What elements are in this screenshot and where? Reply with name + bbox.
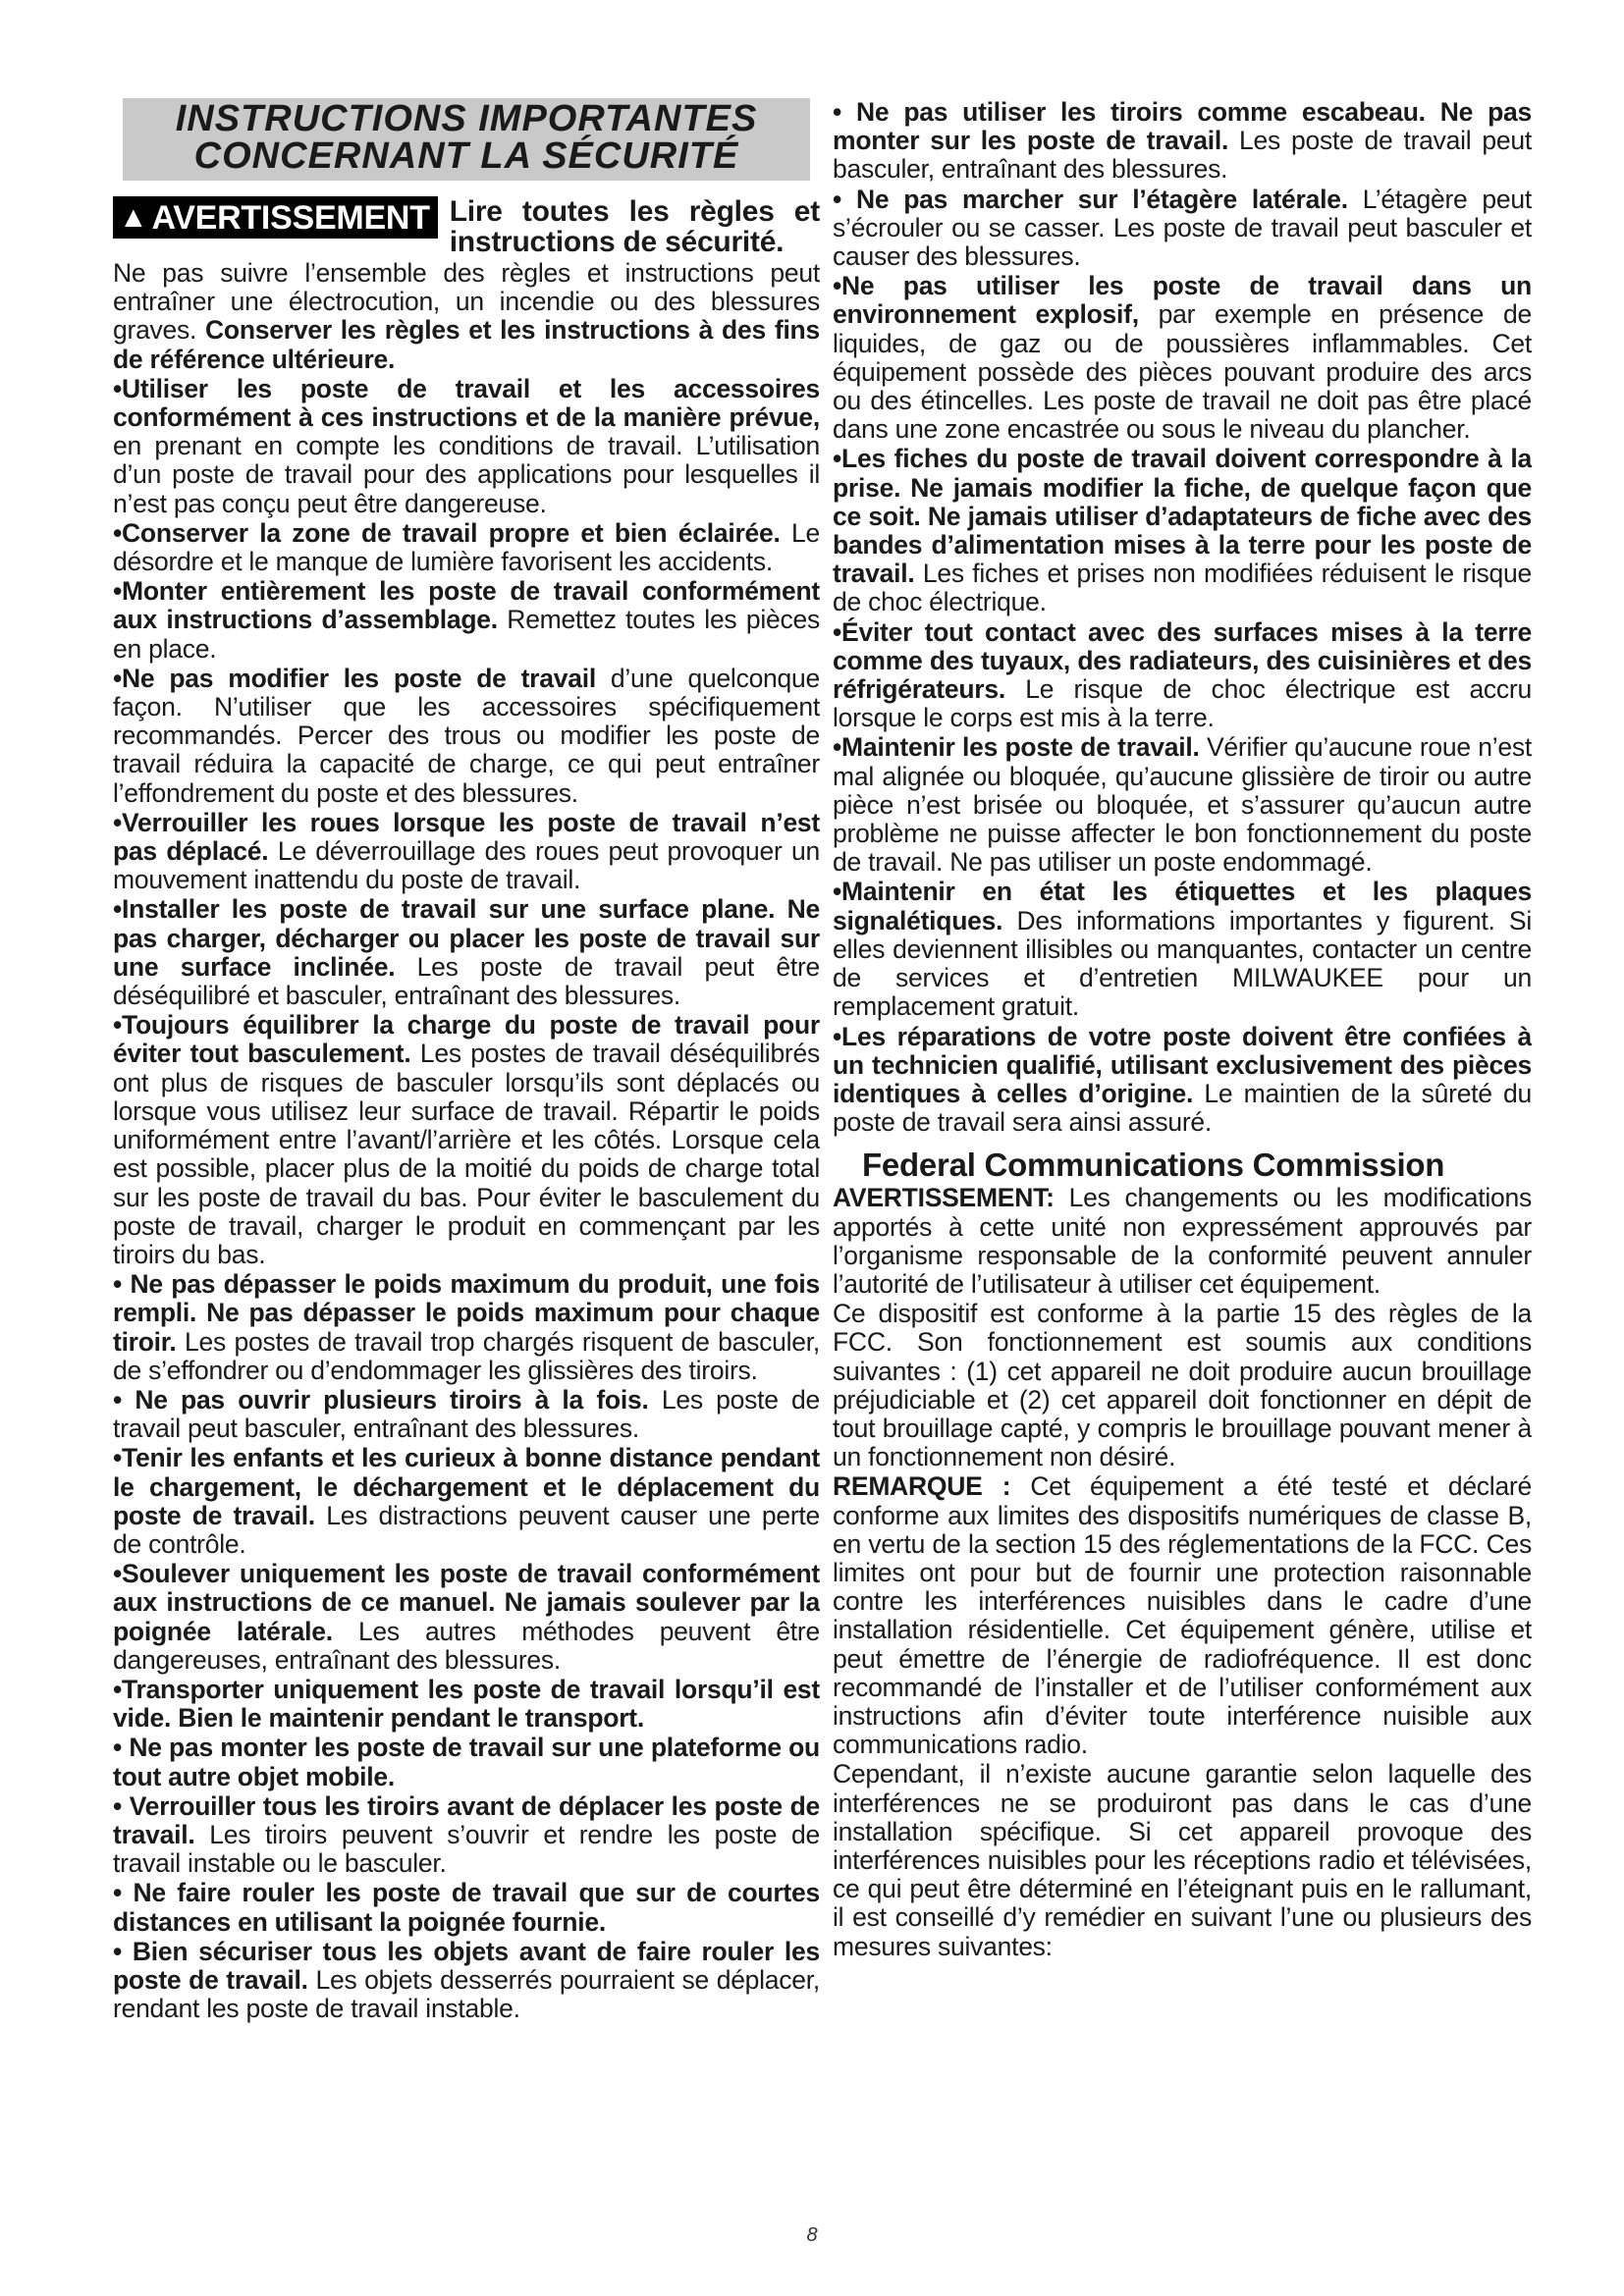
bullet-bold: •Toujours équilibrer la charge du poste de travail pour éviter tout basculement. (113, 1010, 820, 1069)
fcc-remark-text: Cet équipement a été testé et déclaré conforme aux limites des dispositifs numériques de classe B, en vertu de la section 15 des réglementations de la FCC. Ces limites ont pour but de fournir une protection raisonnable contre les interférences nuisibles dans le cadre d’une installation résidentielle. Cet équipement génère, utilise et peut émettre de l’énergie de radiofréquence. Il est donc recommandé de l’installer et de l’utiliser conformément aux instructions afin d’éviter toute interférence nuisible aux communications radio. (833, 1471, 1532, 1760)
page-number: 8 (806, 2224, 818, 2246)
warning-badge (113, 196, 438, 239)
bullet-text: Les tiroirs peuvent s’ouvrir et rendre les poste de travail instable ou le basculer. (113, 1819, 820, 1879)
bullet-bold: •Ne pas utiliser les poste de travail dans un environnement explosif, (833, 271, 1532, 330)
left-bullet (113, 577, 820, 664)
bullet-bold: •Transporter uniquement les poste de travail lorsqu’il est vide. Bien le maintenir pendant le transport. (113, 1674, 820, 1734)
left-bullet (113, 1734, 820, 1790)
warning-badge-label: AVERTISSEMENT (151, 199, 430, 237)
warning-triangle-icon: ▲ (119, 201, 148, 234)
bullet-bold: • Verrouiller tous les tiroirs avant de déplacer les poste de travail. (113, 1790, 820, 1849)
left-bullet (113, 1938, 820, 2024)
fcc-title: Federal Communications Commission (862, 1147, 1445, 1184)
fcc-paragraph-4: Cependant, il n’existe aucune garantie selon laquelle des interférences ne se produiront pas dans le cas d’une installation spécifique. Si cet appareil provoque des interférences nuisibles pour les réceptions radio et télévisées, ce qui peut être déterminé en l’éteignant puis en le rallumant, il est conseillé d’y remédier en suivant l’une ou plusieurs des mesures suivantes: (833, 1759, 1532, 1961)
bullet-bold: •Ne pas modifier les poste de travail (113, 663, 596, 693)
bullet-text: L’étagère peut s’écrouler ou se casser. Les poste de travail peut basculer et causer des blessures. (833, 184, 1532, 272)
bullet-bold: • Bien sécuriser tous les objets avant de faire rouler les poste de travail. (113, 1936, 820, 1995)
warning-row (113, 196, 820, 257)
fcc-remark-label: REMARQUE : (833, 1471, 1011, 1502)
bullet-bold: • Ne pas dépasser le poids maximum du produit, une fois rempli. Ne pas dépasser le poids maximum pour chaque tiroir. (113, 1269, 820, 1357)
safety-title-box (123, 98, 810, 181)
right-bullet (833, 618, 1532, 733)
bullet-bold: •Installer les poste de travail sur une surface plane. Ne pas charger, décharger ou placer les poste de travail sur une surface inclinée. (113, 894, 820, 982)
bullet-bold: • Ne pas monter les poste de travail sur une plateforme ou tout autre objet mobile. (113, 1733, 820, 1791)
left-bullet (113, 1270, 820, 1385)
right-column (833, 98, 1532, 2227)
bullet-text: Des informations importantes y figurent. Si elles deviennent illisibles ou manquantes, contacter un centre de services et d’entretien MILWAUKEE pour un remplacement gratuit. (833, 905, 1532, 1022)
right-bullet (833, 878, 1532, 1021)
bullet-bold: •Les réparations de votre poste doivent être confiées à un technicien qualifié, utilisant exclusivement des pièces identiques à celles d’origine. (833, 1021, 1532, 1108)
left-bullet (113, 809, 820, 895)
bullet-bold: •Conserver la zone de travail propre et bien éclairée. (113, 517, 781, 548)
bullet-bold: •Utiliser les poste de travail et les accessoires conformément à ces instructions et de la manière prévue, (113, 373, 820, 433)
bullet-text: Les poste de travail peut basculer, entraînant des blessures. (113, 1384, 820, 1444)
warning-bold: Conserver les règles et les instructions à des fins de référence ultérieure. (113, 315, 820, 374)
bullet-bold: •Éviter tout contact avec des surfaces mises à la terre comme des tuyaux, des radiateurs, des cuisinières et des réfrigérateurs. (833, 616, 1532, 705)
left-bullet (113, 1560, 820, 1675)
fcc-warning-text: Les changements ou les modifications apportés à cette unité non expressément approuvés par l’organisme responsable de la conformité peuvent annuler l’autorité de l’utilisateur à utiliser cet équipement. (833, 1183, 1532, 1299)
bullet-bold: •Les fiches du poste de travail doivent correspondre à la prise. Ne jamais modifier la fiche, de quelque façon que ce soit. Ne jamais utiliser d’adaptateurs de fiche avec des bandes d’alimentation mises à la terre pour les poste de travail. (833, 444, 1532, 589)
left-bullet (113, 519, 820, 576)
bullet-text: par exemple en présence de liquides, de gaz ou de poussières inflammables. Cet équipement possède des pièces pouvant produire des arcs ou des étincelles. Les poste de travail ne doit pas être placé dans une zone encastrée ou sous le niveau du plancher. (833, 299, 1532, 445)
bullet-bold: • Ne pas ouvrir plusieurs tiroirs à la fois. (113, 1384, 649, 1415)
bullet-text: Le risque de choc électrique est accru lorsque le corps est mis à la terre. (833, 674, 1532, 733)
left-bullet (113, 895, 820, 1010)
bullet-bold: •Monter entièrement les poste de travail conformément aux instructions d’assemblage. (113, 576, 820, 635)
right-bullet (833, 186, 1532, 272)
left-bullet (113, 1444, 820, 1559)
left-bullet (113, 1676, 820, 1733)
fcc-warning-paragraph (833, 1184, 1532, 1299)
bullet-text: Les postes de travail déséquilibrés ont plus de risques de basculer lorsqu’ils sont déplacés ou lorsque vous utilisez leur surface de travail. Répartir le poids uniformément entre l’avant/l’arrière et les côtés. Lorsque cela est possible, placer plus de la moitié du poids de charge total sur les poste de travail du bas. Pour éviter le basculement du poste de travail, charger le produit en commençant par les tiroirs du bas. (113, 1039, 820, 1269)
bullet-text: Remettez toutes les pièces en place. (113, 605, 820, 664)
bullet-text: en prenant en compte les conditions de travail. L’utilisation d’un poste de travail pour des applications pour lesquelles il n’est pas conçu peut être dangereuse. (113, 431, 820, 518)
right-bullet (833, 445, 1532, 616)
bullet-text: Les autres méthodes peuvent être dangereuses, entraînant des blessures. (113, 1616, 820, 1675)
bullet-text: Les poste de travail peut être déséquilibré et basculer, entraînant des blessures. (113, 951, 820, 1011)
bullet-bold: •Tenir les enfants et les curieux à bonne distance pendant le chargement, le déchargement et le déplacement du poste de travail. (113, 1443, 820, 1530)
bullet-text: Vérifier qu’aucune roue n’est mal alignée ou bloquée, qu’aucune glissière de tiroir ou autre pièce n’est brisée ou bloquée, et s’assurer qu’aucun autre problème ne puisse affecter le bon fonctionnement du poste de travail. Ne pas utiliser un poste endommagé. (833, 732, 1532, 878)
bullet-bold: •Soulever uniquement les poste de travail conformément aux instructions de ce manuel. Ne jamais soulever par la poignée latérale. (113, 1559, 820, 1646)
left-bullet (113, 1011, 820, 1269)
bullet-text: Le déverrouillage des roues peut provoquer un mouvement inattendu du poste de travail. (113, 836, 820, 895)
bullet-bold: •Verrouiller les roues lorsque les poste de travail n’est pas déplacé. (113, 807, 820, 867)
warning-text: Ne pas suivre l’ensemble des règles et instructions peut entraîner une électrocution, un incendie ou des blessures graves. (113, 258, 820, 346)
bullet-bold: • Ne pas utiliser les tiroirs comme escabeau. Ne pas monter sur les poste de travail. (833, 98, 1532, 156)
fcc-warning-label: AVERTISSEMENT: (833, 1183, 1055, 1213)
left-column (113, 98, 820, 2227)
left-bullet (113, 1386, 820, 1443)
fcc-paragraph-2: Ce dispositif est conforme à la partie 15 des règles de la FCC. Son fonctionnement est soumis aux conditions suivantes : (1) cet appareil ne doit produire aucun brouillage préjudiciable et (2) cet appareil doit fonctionner en dépit de tout brouillage capté, y compris le brouillage pouvant mener à un fonctionnement non désiré. (833, 1299, 1532, 1472)
left-bullet (113, 375, 820, 518)
left-bullet (113, 1792, 820, 1879)
fcc-remark-paragraph (833, 1472, 1532, 1759)
bullet-text: Le désordre et le manque de lumière favorisent les accidents. (113, 517, 820, 577)
bullet-text: Les poste de travail peut basculer, entraînant des blessures. (833, 126, 1532, 185)
left-bullet (113, 1879, 820, 1936)
title-line-1: INSTRUCTIONS IMPORTANTES (175, 98, 758, 139)
right-bullet (833, 272, 1532, 444)
bullet-bold: •Maintenir les poste de travail. (833, 732, 1200, 763)
left-bullet (113, 665, 820, 808)
bullet-text: Les distractions peuvent causer une perte de contrôle. (113, 1500, 820, 1559)
bullet-bold: •Maintenir en état les étiquettes et les plaques signalétiques. (833, 877, 1532, 935)
title-line-2: CONCERNANT LA SÉCURITÉ (193, 135, 739, 177)
right-bullet (833, 1023, 1532, 1138)
bullet-text: d’une quelconque façon. N’utiliser que les accessoires spécifiquement recommandés. Percer des trous ou modifier les poste de travail réduira la capacité de charge, ce qui peut entraîner l’effondrement du poste et des blessures. (113, 663, 820, 808)
warning-heading: Lire toutes les règles et instructions de sécurité. (449, 195, 820, 258)
bullet-text: Les objets desserrés pourraient se déplacer, rendant les poste de travail instable. (113, 1964, 820, 2024)
warning-paragraph (113, 259, 820, 374)
bullet-bold: • Ne faire rouler les poste de travail que sur de courtes distances en utilisant la poignée fournie. (113, 1878, 820, 1937)
right-bullet (833, 98, 1532, 185)
bullet-bold: • Ne pas marcher sur l’étagère latérale. (833, 184, 1348, 214)
bullet-text: Les postes de travail trop chargés risquent de basculer, de s’effondrer ou d’endommager les glissières des tiroirs. (113, 1326, 820, 1385)
bullet-text: Le maintien de la sûreté du poste de travail sera ainsi assuré. (833, 1078, 1532, 1138)
bullet-text: Les fiches et prises non modifiées réduisent le risque de choc électrique. (833, 559, 1532, 617)
right-bullet (833, 733, 1532, 877)
